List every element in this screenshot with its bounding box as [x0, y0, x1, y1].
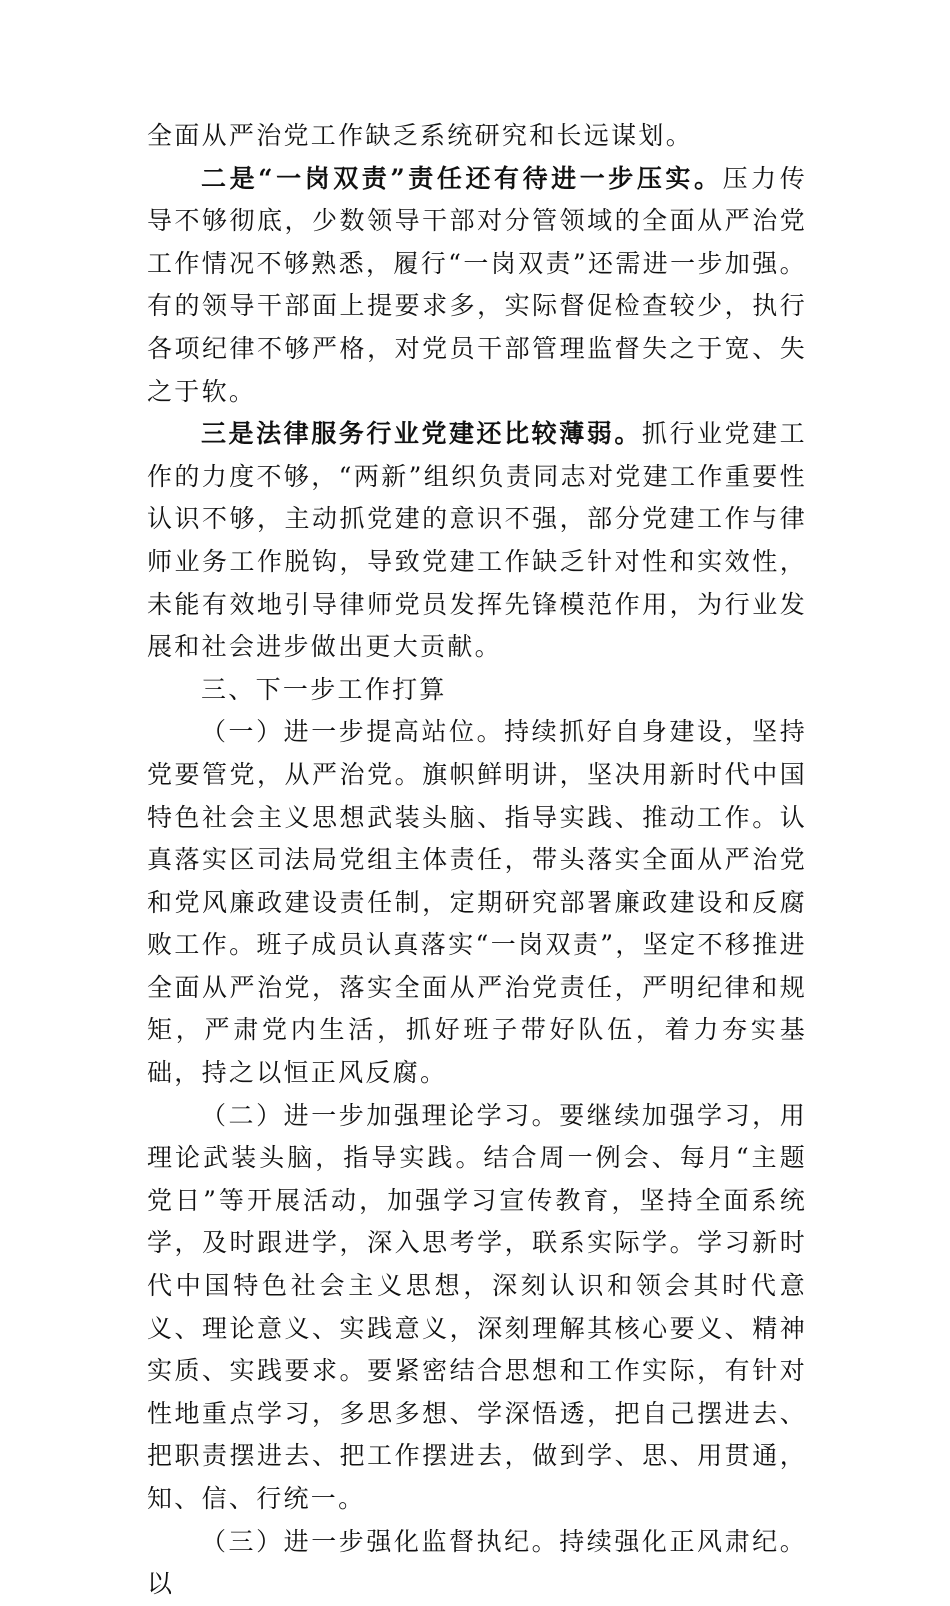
problem-three-paragraph: [147, 413, 807, 669]
problem-three-lead: 三是法律服务行业党建还比较薄弱。: [201, 419, 642, 449]
section-heading: 三、下一步工作打算: [201, 674, 447, 704]
item-two-paragraph: （二）进一步加强理论学习。要继续加强学习，用理论武装头脑，指导实践。结合周一例会、每月“主题党日”等开展活动，加强学习宣传教育，坚持全面系统学，及时跟进学，深入思考学，联系实际学。学习新时代中国特色社会主义思想，深刻认识和领会其时代意义、理论意义、实践意义，深刻理解其核心要义、精神实质、实践要求。要紧密结合思想和工作实际，有针对性地重点学习，多思多想、学深悟透，把自己摆进去、把职责摆进去、把工作摆进去，做到学、思、用贯通，知、信、行统一。: [147, 1100, 807, 1513]
document-body: [147, 115, 807, 1606]
problem-two-lead: 二是“一岗双责”责任还有待进一步压实。: [201, 163, 723, 193]
item-three-paragraph: （三）进一步强化监督执纪。持续强化正风肃纪。以: [147, 1526, 807, 1599]
problem-two-body: 压力传导不够彻底，少数领导干部对分管领域的全面从严治党工作情况不够熟悉，履行“一岗双责”还需进一步加强。有的领导干部面上提要求多，实际督促检查较少，执行各项纪律不够严格，对党员干部管理监督失之于宽、失之于软。: [147, 163, 807, 406]
problem-three-body: 抓行业党建工作的力度不够，“两新”组织负责同志对党建工作重要性认识不够，主动抓党建的意识不强，部分党建工作与律师业务工作脱钩，导致党建工作缺乏针对性和实效性，未能有效地引导律师党员发挥先锋模范作用，为行业发展和社会进步做出更大贡献。: [147, 419, 807, 662]
problem-two-paragraph: [147, 158, 807, 414]
continuation-paragraph: 全面从严治党工作缺乏系统研究和长远谋划。: [147, 121, 694, 150]
item-one-paragraph: （一）进一步提高站位。持续抓好自身建设，坚持党要管党，从严治党。旗帜鲜明讲，坚决用新时代中国特色社会主义思想武装头脑、指导实践、推动工作。认真落实区司法局党组主体责任，带头落实全面从严治党和党风廉政建设责任制，定期研究部署廉政建设和反腐败工作。班子成员认真落实“一岗双责”，坚定不移推进全面从严治党，落实全面从严治党责任，严明纪律和规矩，严肃党内生活，抓好班子带好队伍，着力夯实基础，持之以恒正风反腐。: [147, 717, 807, 1088]
